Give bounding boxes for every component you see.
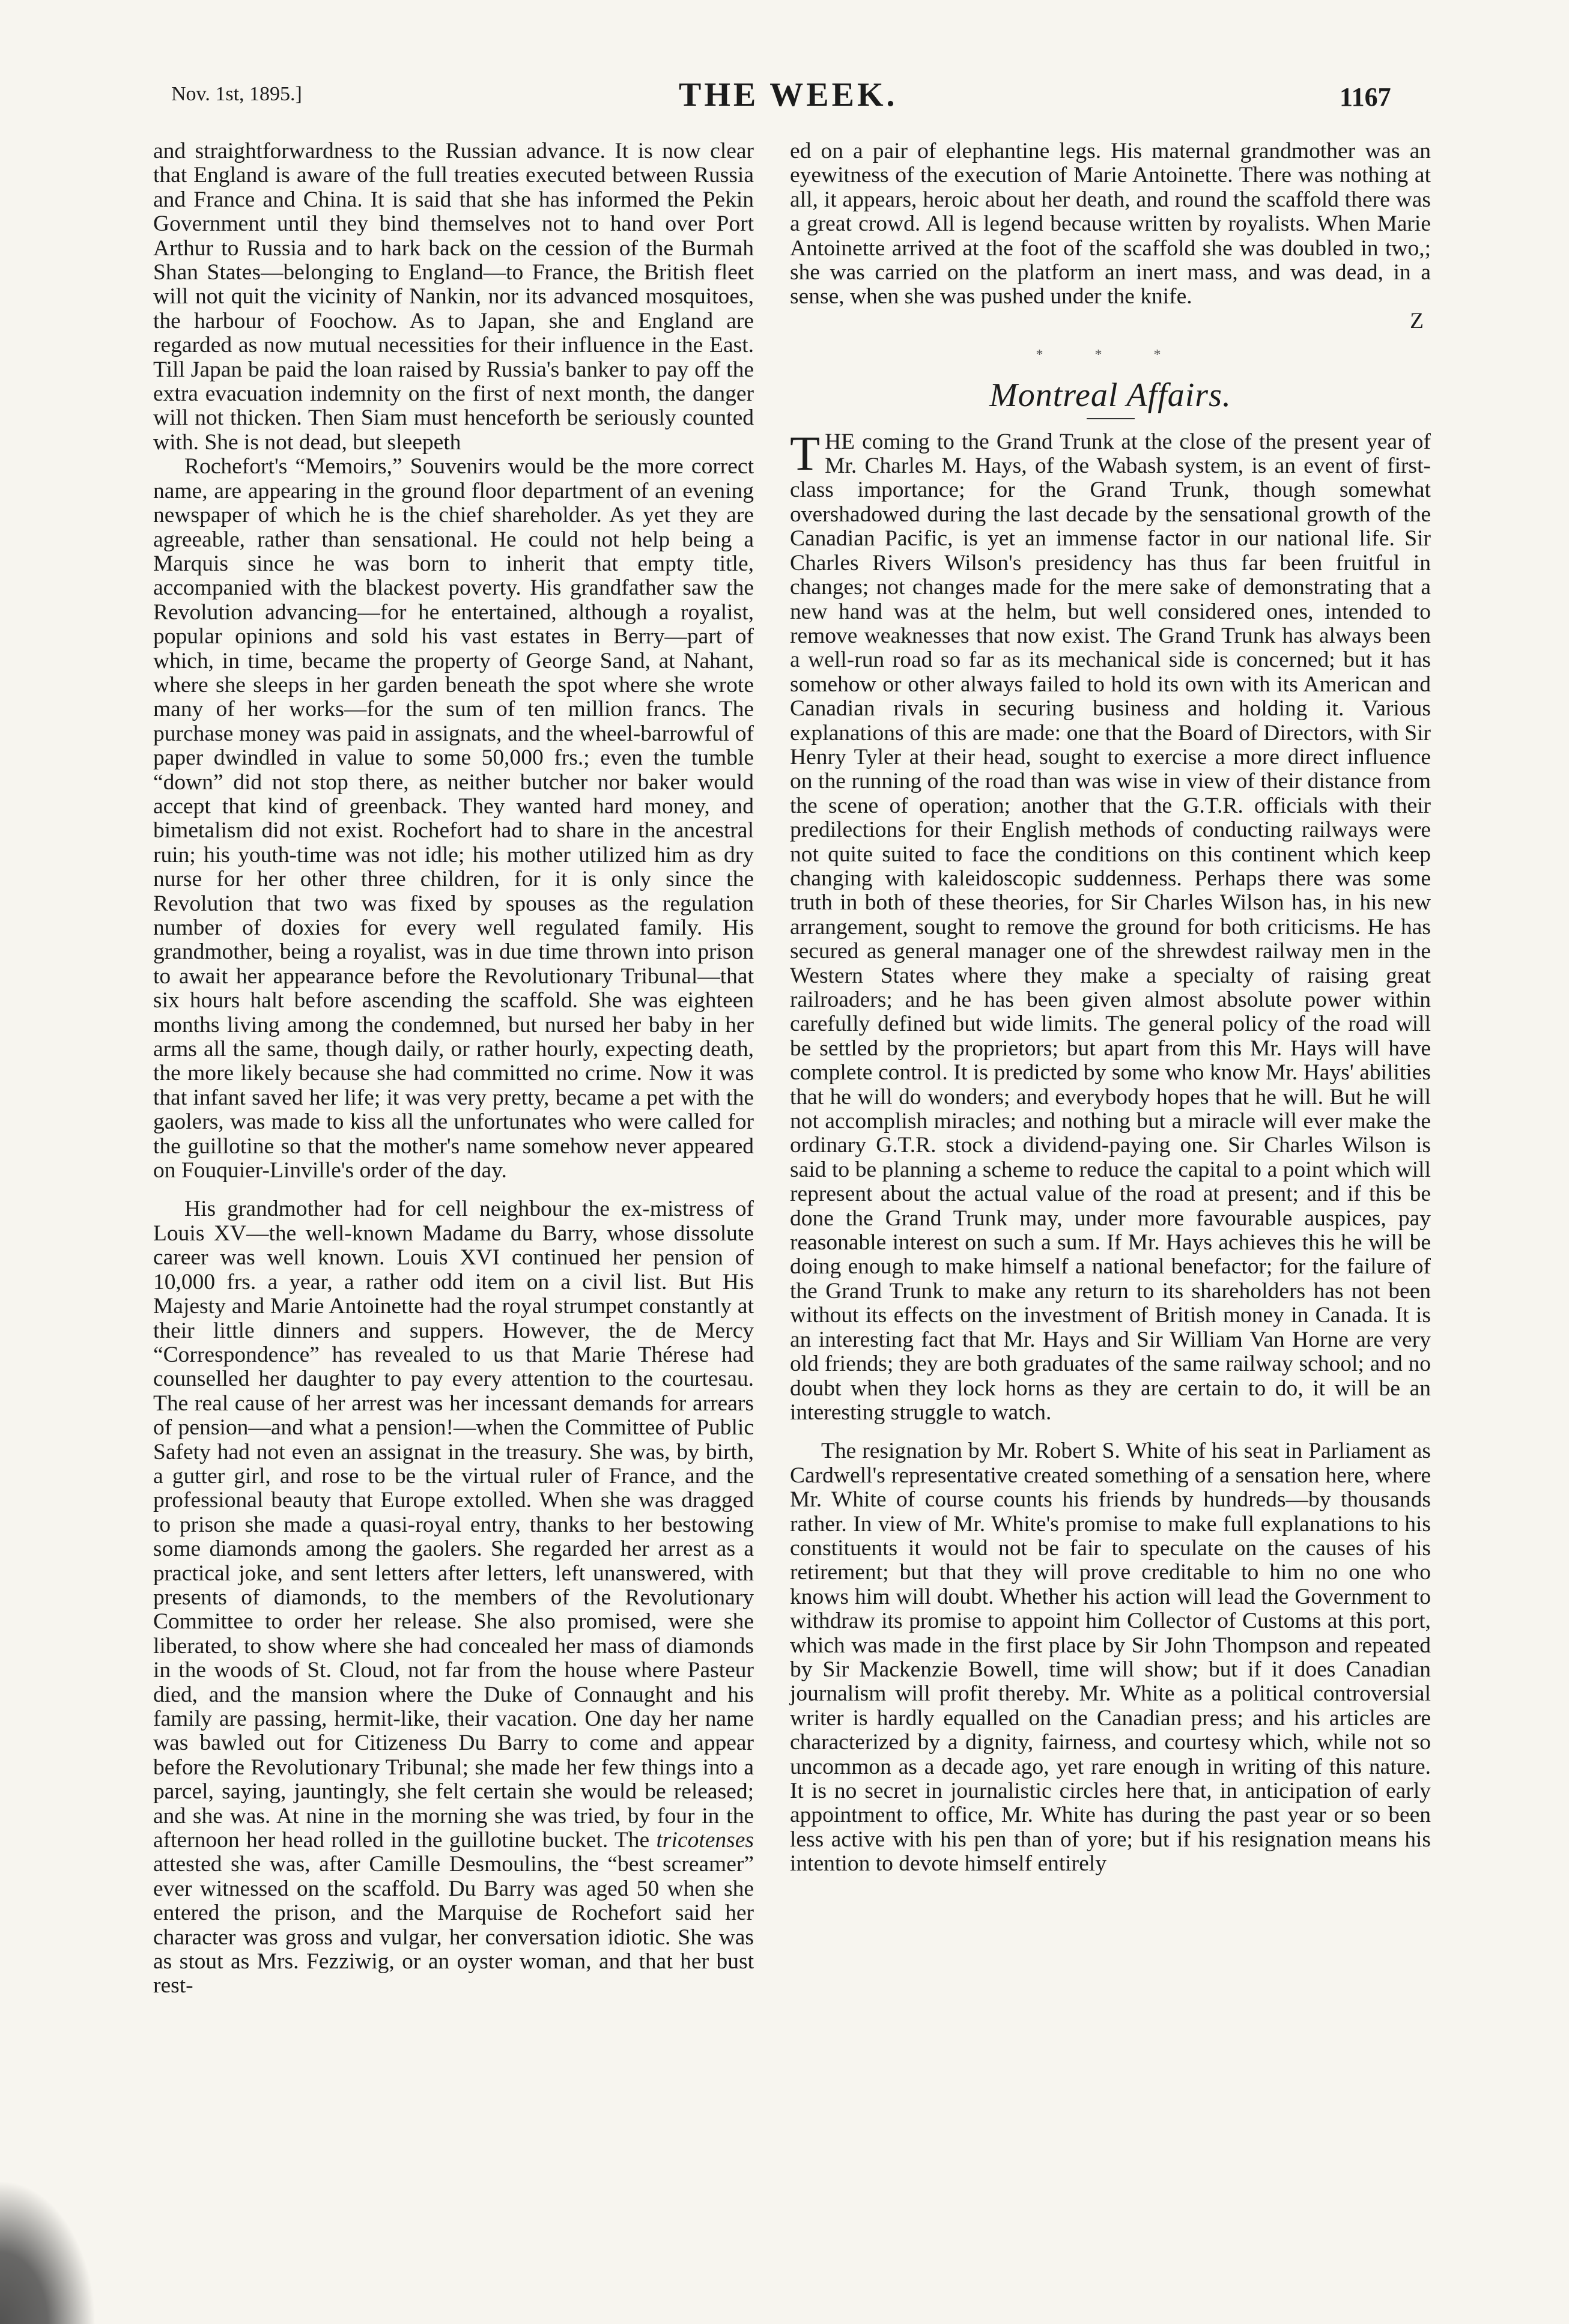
paragraph-du-barry (153, 1197, 754, 1998)
page-header (0, 76, 1569, 131)
section-separator: * * * (1036, 347, 1185, 363)
paragraph-robert-white: The resignation by Mr. Robert S. White of his seat in Parliament as Cardwell's representative created something of a sensation here, where Mr. White of course counts his friends by hundreds—by thousands rather. In view of Mr. White's promise to make full explanations to his constituents it would not be fair to speculate on the causes of his retirement; but that they will prove creditable to him no one who knows him will doubt. Whether his action will lead the Government to withdraw its promise to appoint him Collector of Customs at this port, which was made in the first place by Sir John Thompson and repeated by Sir Mackenzie Bowell, time will show; but if it does Canadian journalism will profit thereby. Mr. White as a political controversial writer is hardly equalled on the Canadian press; and his articles are characterized by a dignity, fairness, and courtesy which, while not so uncommon as a decade ago, yet rare enough in writing of this nature. It is no secret in journalistic circles here that, in anticipation of early appointment to office, Mr. White has during the past year or so been less active with his pen than of yore; but if his resignation means his intention to devote himself entirely (790, 1439, 1431, 1876)
heading-rule (1087, 418, 1135, 419)
left-column (153, 139, 754, 1998)
page-edge-shadow (0, 2180, 96, 2324)
page-number: 1167 (1340, 82, 1391, 112)
paragraph-russian-advance: and straightforwardness to the Russian advance. It is now clear that England is aware of the full treaties executed between Russia and France and China. It is said that she has informed the Pekin Government until they bind themselves not to hand over Port Arthur to Russia and to hark back on the cession of the Burmah Shan States—belonging to England—to France, the British fleet will not quit the vicinity of Nankin, nor its advanced mosquitoes, the harbour of Foochow. As to Japan, she and England are regarded as now mutual necessities for their influence in the East. Till Japan be paid the loan raised by Russia's banker to pay off the extra evacuation indemnity on the first of next month, the danger will not thicken. Then Siam must henceforth be seriously counted with. She is not dead, but sleepeth (153, 139, 754, 455)
publication-title: THE WEEK. (679, 76, 898, 114)
paragraph-du-barry-part-b: attested she was, after Camille Desmoulins, the “best screamer” ever witnessed on the scaffold. Du Barry was aged 50 when she entered the prison, and the Marquise de Rochefort said her character was gross and vulgar, her conversation idiotic. She was as stout as Mrs. Fezziwig, or an oyster woman, and that her bust rest- (153, 1852, 754, 1998)
author-signature: Z (1410, 308, 1424, 333)
section-heading: Montreal Affairs. (989, 376, 1231, 414)
issue-date: Nov. 1st, 1895.] (171, 83, 302, 105)
paragraph-rochefort-memoirs: Rochefort's “Memoirs,” Souvenirs would be the more correct name, are appearing in the ground floor department of an evening newspaper of which he is the chief shareholder. As yet they are agreeable, rather than sensational. He could not help being a Marquis since he was born to inherit that empty title, accompanied with the blackest poverty. His grandfather saw the Revolution advancing—for he entertained, although a royalist, popular opinions and sold his vast estates in Berry—part of which, in time, became the property of George Sand, at Nahant, where she sleeps in her garden beneath the spot where she wrote many of her works—for the sum of ten million francs. The purchase money was paid in assignats, and the wheel-barrowful of paper dwindled in value to some 50,000 frs.; even the tumble “down” did not stop there, as neither butcher nor baker would accept that kind of greenback. They wanted hard money, and bimetalism did not exist. Rochefort had to share in the ancestral ruin; his youth-time was not idle; his mother utilized him as dry nurse for her other three children, for it is only since the Revolution that two was fixed by spouses as the regulation number of doxies for every well regulated family. His grandmother, being a royalist, was in due time thrown into prison to await her appearance before the Revolutionary Tribunal—that six hours halt before ascending the scaffold. She was eighteen months living among the condemned, but nursed her baby in her arms all the same, though daily, or rather hourly, expecting death, the more likely because she had committed no crime. Now it was that infant saved her life; it was very pretty, became a pet with the gaolers, was made to kiss all the unfortunates who were called for the guillotine so that the mother's name somehow never appeared on Fouquier-Linville's order of the day. (153, 454, 754, 1183)
paragraph-marie-antoinette: ed on a pair of elephantine legs. His maternal grandmother was an eyewitness of the execution of Marie Antoinette. There was nothing at all, it appears, heroic about her death, and round the scaffold there was a great crowd. All is legend because written by royalists. When Marie Antoinette arrived at the foot of the scaffold she was doubled in two,; she was carried on the platform an inert mass, and was dead, in a sense, when she was pushed under the knife. (790, 139, 1431, 309)
paragraph-grand-trunk: THE coming to the Grand Trunk at the close of the present year of Mr. Charles M. Hays, of the Wabash system, is an event of first-class importance; for the Grand Trunk, though somewhat overshadowed during the last decade by the sensational growth of the Canadian Pacific, is yet an immense factor in our national life. Sir Charles Rivers Wilson's presidency has thus far been fruitful in changes; not changes made for the mere sake of demonstrating that a new hand was at the helm, but well considered ones, intended to remove weaknesses that now exist. The Grand Trunk has always been a well-run road so far as its mechanical side is concerned; but it has somehow or other always failed to hold its own with its American and Canadian rivals in securing business and holding it. Various explanations of this are made: one that the Board of Directors, with Sir Henry Tyler at their head, sought to exercise a more direct influence on the running of the road than was wise in view of their distance from the scene of operation; another that the G.T.R. officials with their predilections for their English methods of conducting railways were not quite suited to face the conditions on this continent which keep changing with kaleidoscopic suddenness. Perhaps there was some truth in both of these theories, for Sir Charles Wilson has, in his new arrangement, sought to remove the ground for both criticisms. He has secured as general manager one of the shrewdest railway men in the Western States where they make a specialty of raising great railroaders; and he has been given almost absolute power within carefully defined but wide limits. The general policy of the road will be settled by the proprietors; but apart from this Mr. Hays will have complete control. It is predicted by some who know Mr. Hays' abilities that he will do wonders; and everybody hopes that he will. But he will not accomplish miracles; and nothing but a miracle will ever make the ordinary G.T.R. stock a dividend-paying one. Sir Charles Wilson is said to be planning a scheme to reduce the capital to a point which will represent about the actual value of the road at present; and if this be done the Grand Trunk may, under more favourable auspices, pay reasonable interest on such a sum. If Mr. Hays achieves this he will be doing enough to make himself a national benefactor; for the failure of the Grand Trunk to make any return to its shareholders has not been without its effects on the investment of British money in Canada. It is an interesting fact that Mr. Hays and Sir William Van Horne are very old friends; they are both graduates of the same railway school; and no doubt when they lock horns as they are certain to do, it will be an interesting struggle to watch. (790, 425, 1431, 1425)
paragraph-du-barry-part-a: His grandmother had for cell neighbour the ex-mistress of Louis XV—the well-known Madame du Barry, whose dissolute career was well known. Louis XVI continued her pension of 10,000 frs. a year, a rather odd item on a civil list. But His Majesty and Marie Antoinette had the royal strumpet constantly at their little dinners and suppers. However, the de Mercy “Correspondence” has revealed to us that Marie Thérese had counselled her daughter to pay every attention to the courtesau. The real cause of her arrest was her incessant demands for arrears of pension—and what a pension!—when the Committee of Public Safety had not even an assignat in the treasury. She was, by birth, a gutter girl, and rose to be the virtual ruler of France, and the professional beauty that Europe extolled. When she was dragged to prison she made a quasi-royal entry, thanks to her bestowing some diamonds among the gaolers. She regarded her arrest as a practical joke, and sent letters after letters, left unanswered, with presents of diamonds, to the members of the Revolutionary Committee to order her release. She also promised, were she liberated, to show where she had concealed her mass of diamonds in the woods of St. Cloud, not far from the house where Pasteur died, and the mansion where the Duke of Connaught and his family are passing, hermit-like, their vacation. One day her name was bawled out for Citizeness Du Barry to come and appear before the Revolutionary Tribunal; she made her few things into a parcel, saying, jauntingly, she felt certain she would be released; and she was. At nine in the morning she was tried, by four in the afternoon her head rolled in the guillotine bucket. The (153, 1197, 754, 1853)
italic-word: tricotenses (656, 1828, 754, 1853)
right-column (790, 139, 1431, 1876)
